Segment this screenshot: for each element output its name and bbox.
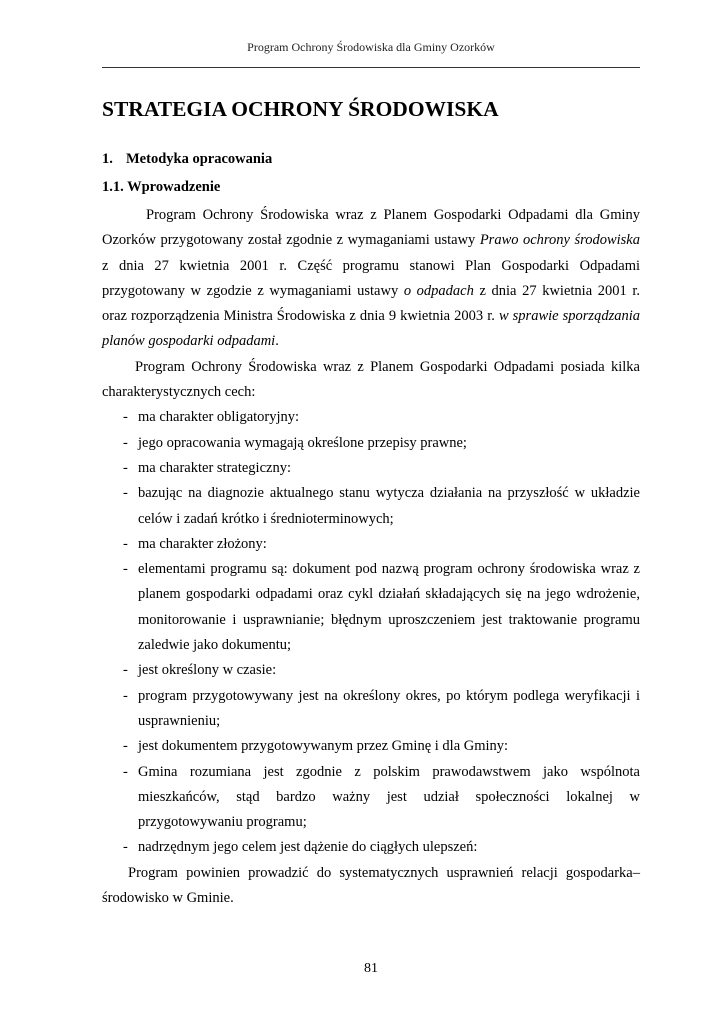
page-number: 81 xyxy=(364,961,378,976)
section-title: Metodyka opracowania xyxy=(126,151,273,167)
act-name-environment: Prawo ochrony środowiska xyxy=(479,232,640,249)
list-item: - program przygotowywany jest na określony okres, po którym podlega weryfikacji i usprawnieniu; xyxy=(123,684,640,735)
running-header: Program Ochrony Środowiska dla Gminy Ozorków xyxy=(247,40,495,54)
section-number: 1. xyxy=(102,151,113,167)
closing-paragraph: Program powinien prowadzić do systematycznych usprawnień relacji gospodarka–środowisko w Gminie. xyxy=(102,864,640,907)
list-item: - nadrzędnym jego celem jest dążenie do ciągłych ulepszeń: xyxy=(123,835,640,860)
intro-paragraph xyxy=(102,203,640,355)
list-item: - Gmina rozumiana jest zgodnie z polskim prawodawstwem jako wspólnota mieszkańców, stąd bardzo ważny jest udział społeczności lokalnej w przygotowywaniu programu; xyxy=(123,760,640,836)
list-item: - ma charakter obligatoryjny: xyxy=(123,405,640,430)
chapter-title: STRATEGIA OCHRONY ŚRODOWISKA xyxy=(102,97,499,121)
body-text xyxy=(102,203,640,911)
list-item: - elementami programu są: dokument pod nazwą program ochrony środowiska wraz z planem gospodarki odpadami oraz cykl działań składających się na jego wdrożenie, monitorowanie i usprawnianie; błędnym uproszczeniem jest traktowanie programu zaledwie jako dokumentu; xyxy=(123,557,640,658)
list-item: - jest dokumentem przygotowywanym przez Gminę i dla Gminy: xyxy=(123,734,640,759)
list-item: - jest określony w czasie: xyxy=(123,658,640,683)
subsection-heading: 1.1. Wprowadzenie xyxy=(102,179,221,195)
list-item: - bazując na diagnozie aktualnego stanu wytycza działania na przyszłość w układzie celów i zadań krótko i średnioterminowych; xyxy=(123,481,640,532)
intro-text-2: z dnia 27 kwietnia 2001 r. Część programu stanowi Plan Gospodarki Odpadami przygotowany w zgodzie z wymaganiami ustawy xyxy=(102,257,640,299)
features-intro-paragraph: Program Ochrony Środowiska wraz z Planem Gospodarki Odpadami posiada kilka charakterystycznych cech: xyxy=(102,358,640,401)
section-heading xyxy=(102,148,272,170)
list-item: - jego opracowania wymagają określone przepisy prawne; xyxy=(123,431,640,456)
features-list xyxy=(102,405,640,860)
list-item: - ma charakter strategiczny: xyxy=(123,456,640,481)
act-name-waste: o odpadach xyxy=(403,282,474,299)
header-rule xyxy=(102,67,640,68)
list-item: - ma charakter złożony: xyxy=(123,532,640,557)
intro-text-3: z dnia 27 kwietnia 2001 r. oraz rozporządzenia Ministra Środowiska z dnia 9 kwietnia 2003 r. xyxy=(102,282,641,325)
intro-text-1: Program Ochrony Środowiska wraz z Planem Gospodarki Odpadami dla Gminy Ozorków przygotowany został zgodnie z wymaganiami ustawy xyxy=(102,207,640,249)
intro-text-4: . xyxy=(275,333,279,350)
regulation-name: w sprawie sporządzania planów gospodarki odpadami xyxy=(102,308,640,350)
